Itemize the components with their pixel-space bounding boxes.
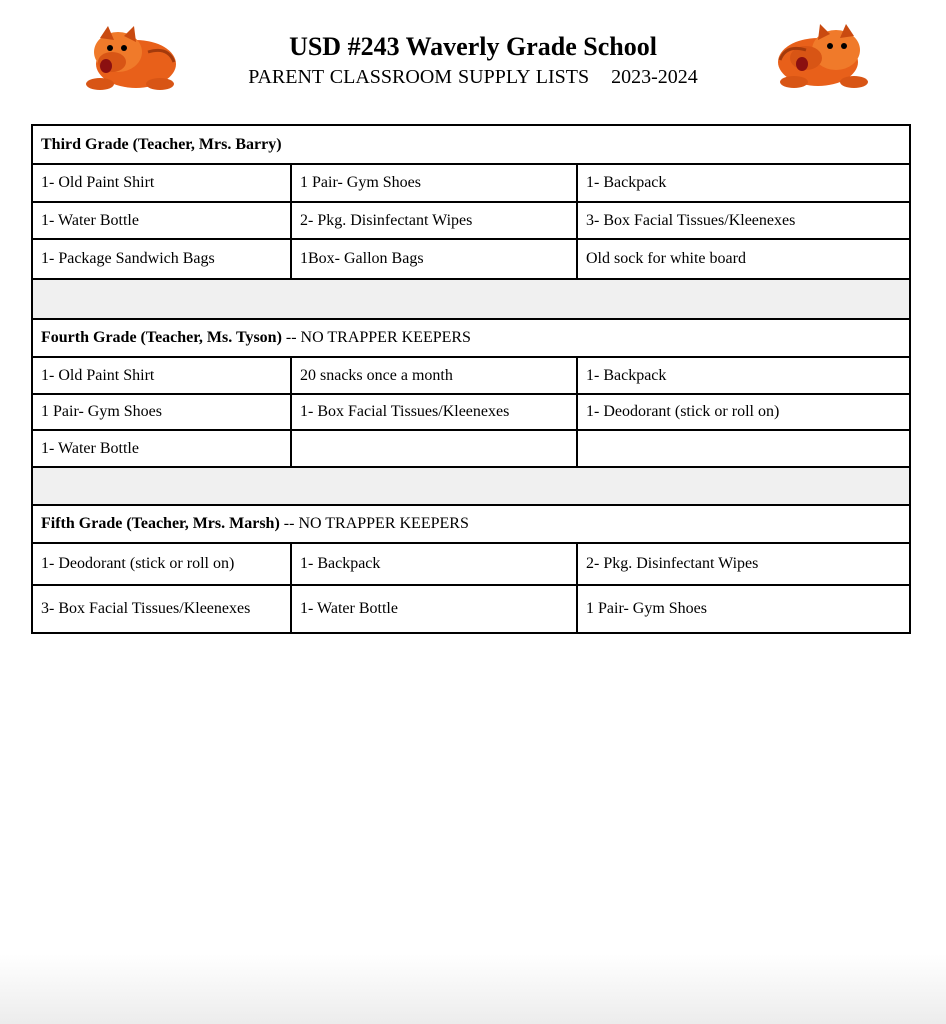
table-row [32, 202, 910, 239]
table-row [32, 357, 910, 394]
table-cell: 3- Box Facial Tissues/Kleenexes [32, 585, 291, 633]
table-cell: 1- Backpack [291, 543, 577, 585]
supply-table [31, 124, 911, 634]
table-cell: 1- Package Sandwich Bags [32, 239, 291, 279]
table-cell: 1- Backpack [577, 357, 910, 394]
table-row [32, 543, 910, 585]
table-cell: 1 Pair- Gym Shoes [577, 585, 910, 633]
section-header [32, 319, 910, 357]
subtitle-text: PARENT CLASSROOM SUPPLY LISTS [248, 66, 590, 88]
table-cell [291, 430, 577, 467]
divider-cell [32, 467, 910, 505]
section-header [32, 505, 910, 543]
school-year: 2023-2024 [611, 66, 698, 88]
document-header [0, 0, 946, 110]
table-cell: 2- Pkg. Disinfectant Wipes [291, 202, 577, 239]
table-cell: 1Box- Gallon Bags [291, 239, 577, 279]
grade-note: -- NO TRAPPER KEEPERS [279, 515, 469, 532]
school-title: USD #243 Waverly Grade School [289, 32, 657, 61]
table-cell: 1 Pair- Gym Shoes [291, 164, 577, 202]
table-row [32, 164, 910, 202]
bulldog-mascot-icon [772, 20, 876, 92]
table-cell: 1- Deodorant (stick or roll on) [32, 543, 291, 585]
table-row [32, 239, 910, 279]
grade-heading: Fourth Grade (Teacher, Ms. Tyson) [41, 329, 282, 346]
table-row [32, 394, 910, 430]
table-row [32, 585, 910, 633]
table-cell: 3- Box Facial Tissues/Kleenexes [577, 202, 910, 239]
grade-heading: Fifth Grade (Teacher, Mrs. Marsh) [41, 515, 280, 532]
section-heading-cell [32, 319, 910, 357]
table-cell: 1 Pair- Gym Shoes [32, 394, 291, 430]
table-cell: 1- Old Paint Shirt [32, 164, 291, 202]
table-cell: 1- Old Paint Shirt [32, 357, 291, 394]
page-bottom-shade [0, 954, 946, 1024]
table-cell: 1- Water Bottle [32, 202, 291, 239]
section-divider [32, 279, 910, 319]
section-heading-cell [32, 505, 910, 543]
grade-heading: Third Grade (Teacher, Mrs. Barry) [41, 135, 282, 153]
table-cell: 1- Water Bottle [291, 585, 577, 633]
table-cell: 1- Deodorant (stick or roll on) [577, 394, 910, 430]
section-divider [32, 467, 910, 505]
section-heading-cell [32, 125, 910, 164]
divider-cell [32, 279, 910, 319]
table-cell: 20 snacks once a month [291, 357, 577, 394]
table-cell: 2- Pkg. Disinfectant Wipes [577, 543, 910, 585]
table-cell: 1- Backpack [577, 164, 910, 202]
table-row [32, 430, 910, 467]
grade-note: -- NO TRAPPER KEEPERS [281, 329, 471, 346]
table-cell: 1- Box Facial Tissues/Kleenexes [291, 394, 577, 430]
table-cell [577, 430, 910, 467]
table-cell: Old sock for white board [577, 239, 910, 279]
section-header [32, 125, 910, 164]
table-cell: 1- Water Bottle [32, 430, 291, 467]
